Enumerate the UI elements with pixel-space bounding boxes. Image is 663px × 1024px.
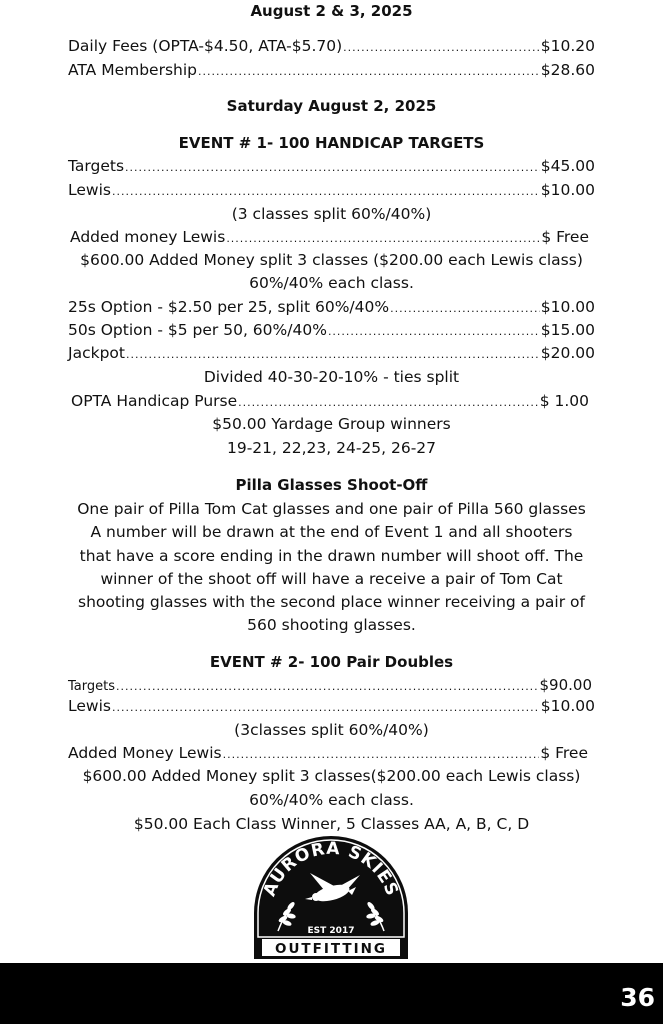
logo-top-text: AURORA SKIES xyxy=(259,838,403,900)
event1-opta-amount: $ 1.00 xyxy=(539,392,589,410)
event1-50s-option-line xyxy=(68,321,595,339)
event1-jackpot-label: Jackpot xyxy=(68,344,125,362)
pilla-line: 560 shooting glasses. xyxy=(247,616,416,635)
event1-heading: EVENT # 1- 100 HANDICAP TARGETS xyxy=(178,134,485,152)
pilla-line: A number will be drawn at the end of Event 1 and all shooters xyxy=(90,523,573,542)
leader-dots xyxy=(112,701,540,714)
event1-lewis-note: (3 classes split 60%/40%) xyxy=(231,205,432,223)
event1-opta-label: OPTA Handicap Purse xyxy=(71,392,238,410)
pilla-line: that have a score ending in the drawn number will shoot off. The xyxy=(79,546,584,565)
event1-targets-line xyxy=(68,157,595,175)
event2-targets-line xyxy=(68,676,592,694)
event1-25s-option-amount: $10.00 xyxy=(540,298,595,316)
leader-dots xyxy=(223,748,540,761)
aurora-skies-logo xyxy=(250,835,412,959)
event1-added-note-1: $600.00 Added Money split 3 classes ($200.00 each Lewis class) xyxy=(80,251,583,269)
pilla-line: shooting glasses with the second place winner receiving a pair of xyxy=(78,593,585,612)
leader-dots xyxy=(226,232,540,245)
leader-dots xyxy=(112,185,540,198)
leader-dots xyxy=(116,680,539,693)
leader-dots xyxy=(328,325,540,338)
leader-dots xyxy=(125,161,540,174)
pilla-description xyxy=(60,498,603,638)
leader-dots xyxy=(390,302,540,315)
event2-lewis-label: Lewis xyxy=(68,697,111,715)
event1-jackpot-amount: $20.00 xyxy=(540,344,595,362)
ata-membership-amount: $28.60 xyxy=(540,61,595,79)
event1-jackpot-note: Divided 40-30-20-10% - ties split xyxy=(203,368,460,386)
leader-dots xyxy=(198,65,540,78)
event2-added-money-amount: $ Free xyxy=(540,744,588,762)
event2-added-note-1: $600.00 Added Money split 3 classes($200.00 each Lewis class) xyxy=(82,767,581,785)
event1-yardage-note-1: $50.00 Yardage Group winners xyxy=(212,415,451,433)
logo-est-text: EST 2017 xyxy=(307,926,355,936)
event2-added-note-2: 60%/40% each class. xyxy=(249,791,414,809)
ata-membership-line xyxy=(68,61,595,79)
event2-lewis-note: (3classes split 60%/40%) xyxy=(234,721,429,739)
ata-membership-label: ATA Membership xyxy=(68,61,197,79)
event1-added-note-2: 60%/40% each class. xyxy=(249,274,414,292)
daily-fees-line xyxy=(68,37,595,55)
leader-dots xyxy=(126,348,540,361)
leader-dots xyxy=(343,41,540,54)
event1-50s-option-amount: $15.00 xyxy=(540,321,595,339)
event1-targets-label: Targets xyxy=(68,157,125,175)
event2-class-winner-note: $50.00 Each Class Winner, 5 Classes AA, A, B, C, D xyxy=(133,815,530,833)
event1-lewis-line xyxy=(68,181,595,199)
event2-added-money-line xyxy=(68,744,588,762)
event1-50s-option-label: 50s Option - $5 per 50, 60%/40% xyxy=(68,321,327,339)
event1-added-money-label: Added money Lewis xyxy=(70,228,226,246)
event1-targets-amount: $45.00 xyxy=(540,157,595,175)
event1-added-money-amount: $ Free xyxy=(541,228,589,246)
saturday-heading: Saturday August 2, 2025 xyxy=(226,97,437,115)
event2-targets-amount: $90.00 xyxy=(539,676,592,694)
event1-25s-option-line xyxy=(68,298,595,316)
event2-heading: EVENT # 2- 100 Pair Doubles xyxy=(209,653,454,671)
daily-fees-label: Daily Fees (OPTA-$4.50, ATA-$5.70) xyxy=(68,37,343,55)
event2-targets-label: Targets xyxy=(68,679,115,694)
event2-lewis-amount: $10.00 xyxy=(540,697,595,715)
event2-added-money-label: Added Money Lewis xyxy=(68,744,222,762)
page-footer-bar xyxy=(0,963,663,1024)
event-dates-heading: August 2 & 3, 2025 xyxy=(250,2,413,20)
event1-lewis-label: Lewis xyxy=(68,181,111,199)
leader-dots xyxy=(238,396,539,409)
event1-lewis-amount: $10.00 xyxy=(540,181,595,199)
event1-added-money-line xyxy=(70,228,589,246)
pilla-line: winner of the shoot off will have a receive a pair of Tom Cat xyxy=(100,569,563,588)
logo-bottom-text: OUTFITTING xyxy=(274,941,388,957)
event1-opta-line xyxy=(71,392,589,410)
event1-yardage-note-2: 19-21, 22,23, 24-25, 26-27 xyxy=(226,439,437,457)
event2-lewis-line xyxy=(68,697,595,715)
page-number: 36 xyxy=(620,983,655,1012)
daily-fees-amount: $10.20 xyxy=(540,37,595,55)
pilla-heading: Pilla Glasses Shoot-Off xyxy=(235,476,428,494)
event1-jackpot-line xyxy=(68,344,595,362)
pilla-line: One pair of Pilla Tom Cat glasses and one pair of Pilla 560 glasses xyxy=(77,500,586,518)
event1-25s-option-label: 25s Option - $2.50 per 25, split 60%/40% xyxy=(68,298,390,316)
